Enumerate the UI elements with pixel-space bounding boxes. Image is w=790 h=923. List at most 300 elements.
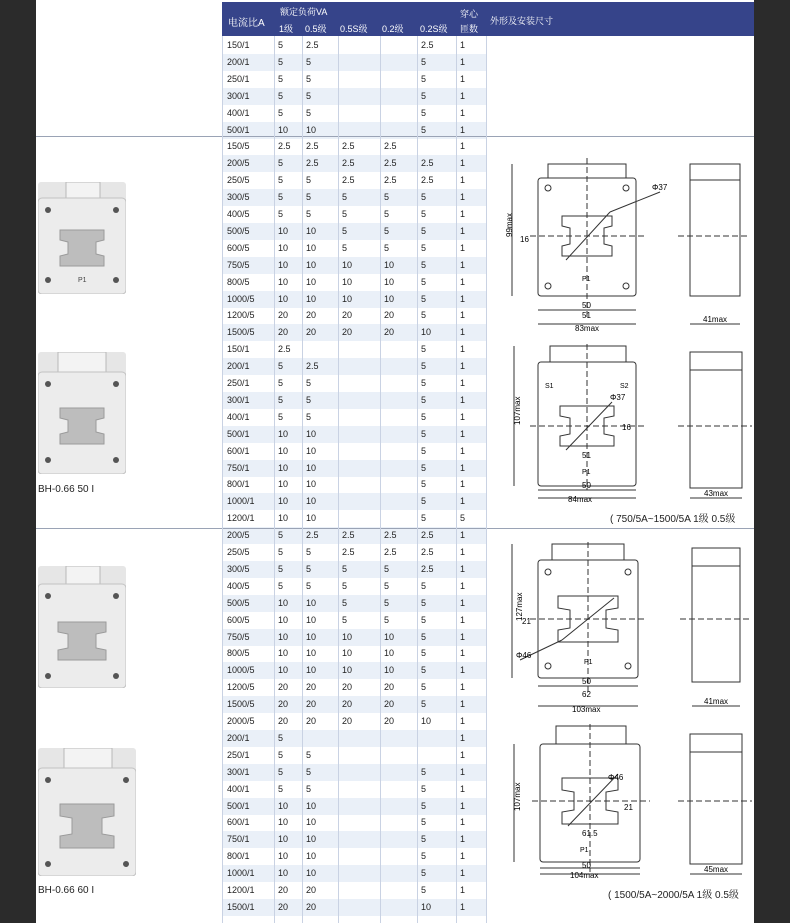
table-row: [222, 443, 486, 460]
table-cell: 10: [306, 276, 317, 287]
table-cell: 2.5: [306, 361, 319, 372]
table-cell: 5: [342, 614, 348, 625]
table-cell: 10: [306, 124, 317, 135]
table-cell: 1: [460, 462, 466, 473]
table-cell: 10: [306, 665, 317, 676]
dim-width: 104max: [570, 871, 599, 880]
table-cell: 20: [384, 716, 395, 726]
table-cell: 5: [421, 479, 427, 490]
table-cell: 10: [342, 648, 353, 659]
table-cell: 5: [421, 56, 427, 67]
table-cell: 1: [460, 242, 466, 253]
section-divider: [36, 136, 754, 137]
table-cell: 5: [306, 563, 312, 574]
table-row: [222, 189, 486, 206]
table-cell: 300/1: [227, 90, 250, 101]
table-cell: 150/1: [227, 344, 250, 355]
table-cell: 2.5: [421, 158, 434, 169]
table-cell: 5: [421, 192, 427, 203]
table-cell: 2000/5: [227, 716, 255, 726]
table-cell: 10: [278, 293, 289, 304]
table-row: [222, 291, 486, 308]
table-row: [222, 240, 486, 257]
table-cell: 5: [278, 56, 284, 67]
table-cell: 10: [421, 716, 432, 726]
table-cell: 10: [278, 479, 289, 490]
table-cell: 5: [384, 563, 390, 574]
dim-centre-2: 51: [582, 311, 591, 320]
table-cell: 5: [421, 496, 427, 507]
table-cell: 10: [306, 597, 317, 608]
table-row: [222, 375, 486, 392]
table-cell: 1000/5: [227, 293, 255, 304]
header-class-05: 0.5级: [305, 24, 327, 34]
dim-depth: 43max: [704, 489, 729, 498]
table-cell: 1: [460, 885, 466, 895]
table-cell: 5: [421, 682, 427, 693]
dim-offset: 21: [522, 617, 531, 626]
dim-width: 103max: [572, 705, 601, 714]
table-cell: 10: [306, 834, 317, 845]
table-cell: 500/1: [227, 428, 250, 439]
table-cell: 20: [306, 327, 317, 338]
dim-centre-2: 61.5: [582, 829, 598, 838]
table-cell: 2.5: [342, 158, 355, 169]
table-cell: 2.5: [342, 141, 355, 152]
table-cell: 5: [421, 225, 427, 236]
table-row: [222, 476, 486, 493]
table-row: [222, 37, 486, 54]
model-note: ( 1500/5A~2000/5A 1级 0.5级: [608, 890, 739, 901]
table-cell: 1200/5: [227, 310, 255, 321]
table-cell: 1000/1: [227, 868, 255, 879]
dim-height: 107max: [513, 396, 522, 425]
table-cell: 5: [421, 259, 427, 270]
table-cell: 5: [306, 378, 312, 388]
table-cell: 5: [421, 73, 427, 84]
table-cell: 5: [306, 107, 312, 118]
dim-centre-1: 50: [582, 301, 591, 310]
table-cell: 10: [278, 225, 289, 236]
table-cell: 10: [306, 631, 317, 642]
terminal-s1: S1: [545, 383, 554, 390]
table-cell: 2.5: [384, 547, 397, 557]
header-class-02: 0.2级: [382, 24, 404, 34]
table-cell: 20: [342, 716, 353, 726]
table-cell: 200/1: [227, 56, 250, 67]
terminal-mark: P1: [584, 659, 593, 666]
table-cell: 1000/5: [227, 665, 255, 676]
table-cell: 20: [306, 699, 317, 710]
table-cell: 5: [278, 209, 284, 219]
column-divider: [338, 36, 339, 923]
table-cell: 2.5: [342, 547, 355, 557]
column-divider: [380, 36, 381, 923]
table-cell: 2.5: [384, 530, 397, 541]
table-row: [222, 544, 486, 561]
terminal-mark: P1: [580, 847, 589, 854]
table-cell: 1: [460, 445, 466, 456]
table-cell: 20: [278, 716, 289, 726]
table-cell: 250/1: [227, 749, 250, 760]
table-cell: 5: [278, 766, 284, 777]
table-cell: 400/1: [227, 411, 250, 422]
table-row: [222, 324, 486, 341]
table-cell: 5: [278, 158, 284, 169]
table-cell: 250/1: [227, 73, 250, 84]
dim-offset: 16: [520, 235, 529, 244]
table-cell: 5: [421, 631, 427, 642]
table-cell: 600/5: [227, 242, 250, 253]
table-cell: 20: [278, 901, 289, 912]
column-divider: [302, 36, 303, 923]
table-cell: 10: [306, 817, 317, 828]
table-cell: 10: [306, 496, 317, 507]
table-cell: 5: [421, 344, 427, 355]
table-cell: 10: [384, 631, 395, 642]
table-cell: 5: [278, 107, 284, 118]
table-row: [222, 105, 486, 122]
table-cell: 2.5: [421, 175, 434, 186]
table-cell: 5: [306, 411, 312, 422]
table-row: [222, 899, 486, 916]
table-cell: 20: [306, 310, 317, 321]
table-cell: 1: [460, 428, 466, 439]
table-row: [222, 409, 486, 426]
table-cell: 800/5: [227, 276, 250, 287]
table-row: [222, 71, 486, 88]
table-cell: 2.5: [384, 175, 397, 186]
table-cell: 1: [460, 192, 466, 203]
table-header: [222, 2, 754, 36]
table-cell: 5: [384, 209, 390, 219]
table-cell: 5: [421, 428, 427, 439]
header-turns-bottom: 匝数: [460, 24, 479, 34]
table-cell: 5: [306, 192, 312, 203]
table-cell: 5: [384, 225, 390, 236]
column-divider: [486, 36, 487, 923]
table-cell: 5: [421, 597, 427, 608]
table-cell: 250/5: [227, 175, 250, 186]
table-cell: 10: [278, 665, 289, 676]
table-cell: 5: [278, 378, 284, 388]
table-cell: 10: [306, 800, 317, 811]
table-cell: 1: [460, 293, 466, 304]
ct-photo: [38, 182, 126, 294]
table-row: [222, 155, 486, 172]
table-cell: 20: [278, 327, 289, 338]
dim-width: 83max: [575, 324, 600, 333]
table-cell: 5: [342, 192, 348, 203]
table-cell: 2.5: [342, 530, 355, 541]
table-cell: 2.5: [384, 141, 397, 152]
table-cell: 1: [460, 749, 466, 760]
table-row: [222, 781, 486, 798]
table-cell: 200/5: [227, 530, 250, 541]
table-cell: 20: [342, 682, 353, 693]
table-cell: 5: [421, 462, 427, 473]
table-cell: 10: [342, 631, 353, 642]
table-row: [222, 747, 486, 764]
table-cell: 5: [342, 563, 348, 574]
table-cell: 5: [306, 766, 312, 777]
table-cell: 500/5: [227, 597, 250, 608]
table-row: [222, 274, 486, 291]
table-row: [222, 798, 486, 815]
table-cell: 1: [460, 479, 466, 490]
table-row: [222, 595, 486, 612]
table-cell: 5: [421, 766, 427, 777]
table-row: [222, 882, 486, 899]
dimension-drawing: [500, 540, 752, 715]
table-row: [222, 172, 486, 189]
table-cell: 5: [421, 868, 427, 879]
table-row: [222, 629, 486, 646]
table-cell: 2.5: [421, 530, 434, 541]
table-cell: 5: [421, 361, 427, 372]
table-cell: 10: [306, 648, 317, 659]
terminal-mark: P1: [582, 276, 591, 283]
header-class-1: 1级: [279, 24, 294, 34]
table-cell: 10: [278, 614, 289, 625]
table-cell: 1: [460, 580, 466, 591]
table-cell: 400/5: [227, 209, 250, 219]
table-cell: 10: [342, 276, 353, 287]
table-cell: 10: [278, 597, 289, 608]
table-cell: 750/1: [227, 462, 250, 473]
dim-hole: Φ37: [652, 183, 668, 192]
dim-height: 107max: [513, 782, 522, 811]
table-cell: 10: [278, 513, 289, 524]
table-row: [222, 561, 486, 578]
dim-height: 99max: [505, 212, 514, 237]
table-cell: 10: [306, 225, 317, 236]
table-cell: 20: [278, 682, 289, 693]
table-cell: 5: [306, 580, 312, 591]
table-cell: 1: [460, 40, 466, 50]
ct-photo: [38, 566, 126, 688]
table-cell: 5: [306, 547, 312, 557]
table-cell: 10: [278, 428, 289, 439]
table-cell: 2.5: [421, 547, 434, 557]
table-cell: 5: [306, 175, 312, 186]
column-divider: [456, 36, 457, 923]
table-cell: 2.5: [421, 563, 434, 574]
table-cell: 2.5: [306, 530, 319, 541]
table-cell: 1: [460, 394, 466, 405]
table-cell: 20: [278, 310, 289, 321]
table-cell: 5: [421, 242, 427, 253]
table-cell: 5: [278, 90, 284, 101]
table-cell: 1: [460, 648, 466, 659]
table-cell: 1: [460, 107, 466, 118]
svg-text:P1: P1: [78, 277, 87, 284]
table-cell: 5: [306, 394, 312, 405]
table-cell: 1: [460, 716, 466, 726]
table-cell: 10: [306, 242, 317, 253]
table-cell: 5: [421, 293, 427, 304]
header-dims: 外形及安装尺寸: [490, 16, 554, 26]
table-cell: 1: [460, 259, 466, 270]
table-cell: 10: [306, 868, 317, 879]
table-cell: 1200/5: [227, 682, 255, 693]
table-cell: 10: [306, 462, 317, 473]
table-cell: 10: [384, 665, 395, 676]
dimension-drawing: [500, 150, 752, 335]
table-cell: 5: [278, 175, 284, 186]
dim-hole: Φ46: [608, 773, 624, 782]
table-cell: 5: [421, 885, 427, 895]
table-cell: 500/1: [227, 124, 250, 135]
table-row: [222, 662, 486, 679]
table-cell: 10: [278, 631, 289, 642]
table-cell: 5: [306, 90, 312, 101]
table-cell: 1: [460, 665, 466, 676]
table-cell: 5: [421, 614, 427, 625]
table-cell: 1: [460, 547, 466, 557]
table-cell: 5: [421, 276, 427, 287]
table-cell: 5: [421, 124, 427, 135]
table-cell: 10: [278, 259, 289, 270]
table-row: [222, 764, 486, 781]
table-cell: 10: [421, 901, 432, 912]
table-cell: 5: [421, 310, 427, 321]
table-cell: 10: [278, 276, 289, 287]
table-cell: 20: [306, 885, 317, 895]
table-cell: 5: [421, 834, 427, 845]
table-row: [222, 645, 486, 662]
header-turns-top: 穿心: [460, 9, 479, 19]
header-class-05s: 0.5S级: [340, 24, 368, 34]
table-cell: 5: [421, 90, 427, 101]
ct-photo: [38, 352, 126, 474]
table-cell: 5: [384, 597, 390, 608]
table-cell: 5: [306, 749, 312, 760]
table-row: [222, 578, 486, 595]
table-cell: 1: [460, 800, 466, 811]
table-cell: 1: [460, 563, 466, 574]
table-cell: 1: [460, 631, 466, 642]
table-row: [222, 848, 486, 865]
table-cell: 200/5: [227, 158, 250, 169]
table-row: [222, 426, 486, 443]
table-cell: 10: [306, 293, 317, 304]
table-cell: 800/1: [227, 851, 250, 862]
table-cell: 1: [460, 225, 466, 236]
table-row: [222, 88, 486, 105]
table-cell: 1: [460, 597, 466, 608]
table-cell: 5: [278, 732, 284, 743]
table-cell: 1: [460, 834, 466, 845]
table-cell: 1: [460, 783, 466, 794]
table-cell: 600/1: [227, 817, 250, 828]
table-cell: 20: [384, 327, 395, 338]
table-cell: 1: [460, 276, 466, 287]
table-cell: 1: [460, 158, 466, 169]
terminal-s2: S2: [620, 383, 629, 390]
dim-depth: 41max: [703, 315, 728, 324]
table-cell: 10: [342, 293, 353, 304]
table-cell: 200/1: [227, 732, 250, 743]
dim-centre-1: 50: [582, 677, 591, 686]
table-row: [222, 510, 486, 527]
table-cell: 1: [460, 56, 466, 67]
table-cell: 1: [460, 614, 466, 625]
table-cell: 5: [278, 580, 284, 591]
table-cell: 1: [460, 378, 466, 388]
table-cell: 5: [384, 192, 390, 203]
table-row: [222, 460, 486, 477]
table-cell: 20: [306, 682, 317, 693]
table-cell: 1: [460, 73, 466, 84]
table-cell: 1500/5: [227, 699, 255, 710]
table-cell: 10: [306, 614, 317, 625]
table-cell: 400/5: [227, 580, 250, 591]
table-cell: 10: [306, 513, 317, 524]
table-cell: 20: [342, 327, 353, 338]
table-cell: 1: [460, 411, 466, 422]
table-cell: 20: [306, 901, 317, 912]
table-cell: 5: [342, 225, 348, 236]
table-cell: 10: [306, 428, 317, 439]
table-cell: 5: [278, 192, 284, 203]
table-cell: 5: [421, 851, 427, 862]
table-row: [222, 865, 486, 882]
table-cell: 1: [460, 496, 466, 507]
table-cell: 5: [421, 445, 427, 456]
table-cell: 5: [342, 580, 348, 591]
table-cell: 5: [421, 411, 427, 422]
table-row: [222, 730, 486, 747]
table-cell: 2.5: [306, 40, 319, 50]
dim-centre-2: 51: [582, 451, 591, 460]
table-cell: 300/1: [227, 766, 250, 777]
table-cell: 1: [460, 817, 466, 828]
table-cell: 2.5: [421, 40, 434, 50]
table-cell: 1: [460, 361, 466, 372]
table-cell: 200/1: [227, 361, 250, 372]
dim-height: 127max: [515, 592, 524, 621]
table-cell: 5: [421, 394, 427, 405]
table-cell: 1: [460, 124, 466, 135]
table-cell: 10: [278, 445, 289, 456]
dimension-drawing: [500, 340, 752, 506]
table-cell: 800/5: [227, 648, 250, 659]
table-cell: 5: [384, 580, 390, 591]
table-cell: 5: [278, 563, 284, 574]
table-cell: 2.5: [384, 158, 397, 169]
table-cell: 150/5: [227, 141, 250, 152]
table-cell: 20: [384, 310, 395, 321]
table-row: [222, 257, 486, 274]
dim-centre-2: 62: [582, 690, 591, 699]
table-cell: 250/1: [227, 378, 250, 388]
table-cell: 600/1: [227, 445, 250, 456]
table-cell: 5: [384, 242, 390, 253]
table-cell: 1: [460, 344, 466, 355]
table-cell: 5: [278, 547, 284, 557]
table-cell: 5: [421, 378, 427, 388]
table-cell: 5: [421, 800, 427, 811]
table-cell: 5: [421, 107, 427, 118]
table-cell: 1: [460, 851, 466, 862]
table-cell: 20: [342, 310, 353, 321]
table-cell: 10: [278, 834, 289, 845]
table-cell: 5: [421, 580, 427, 591]
table-cell: 1: [460, 90, 466, 101]
table-cell: 5: [306, 783, 312, 794]
dim-centre-1: 50: [582, 481, 591, 490]
